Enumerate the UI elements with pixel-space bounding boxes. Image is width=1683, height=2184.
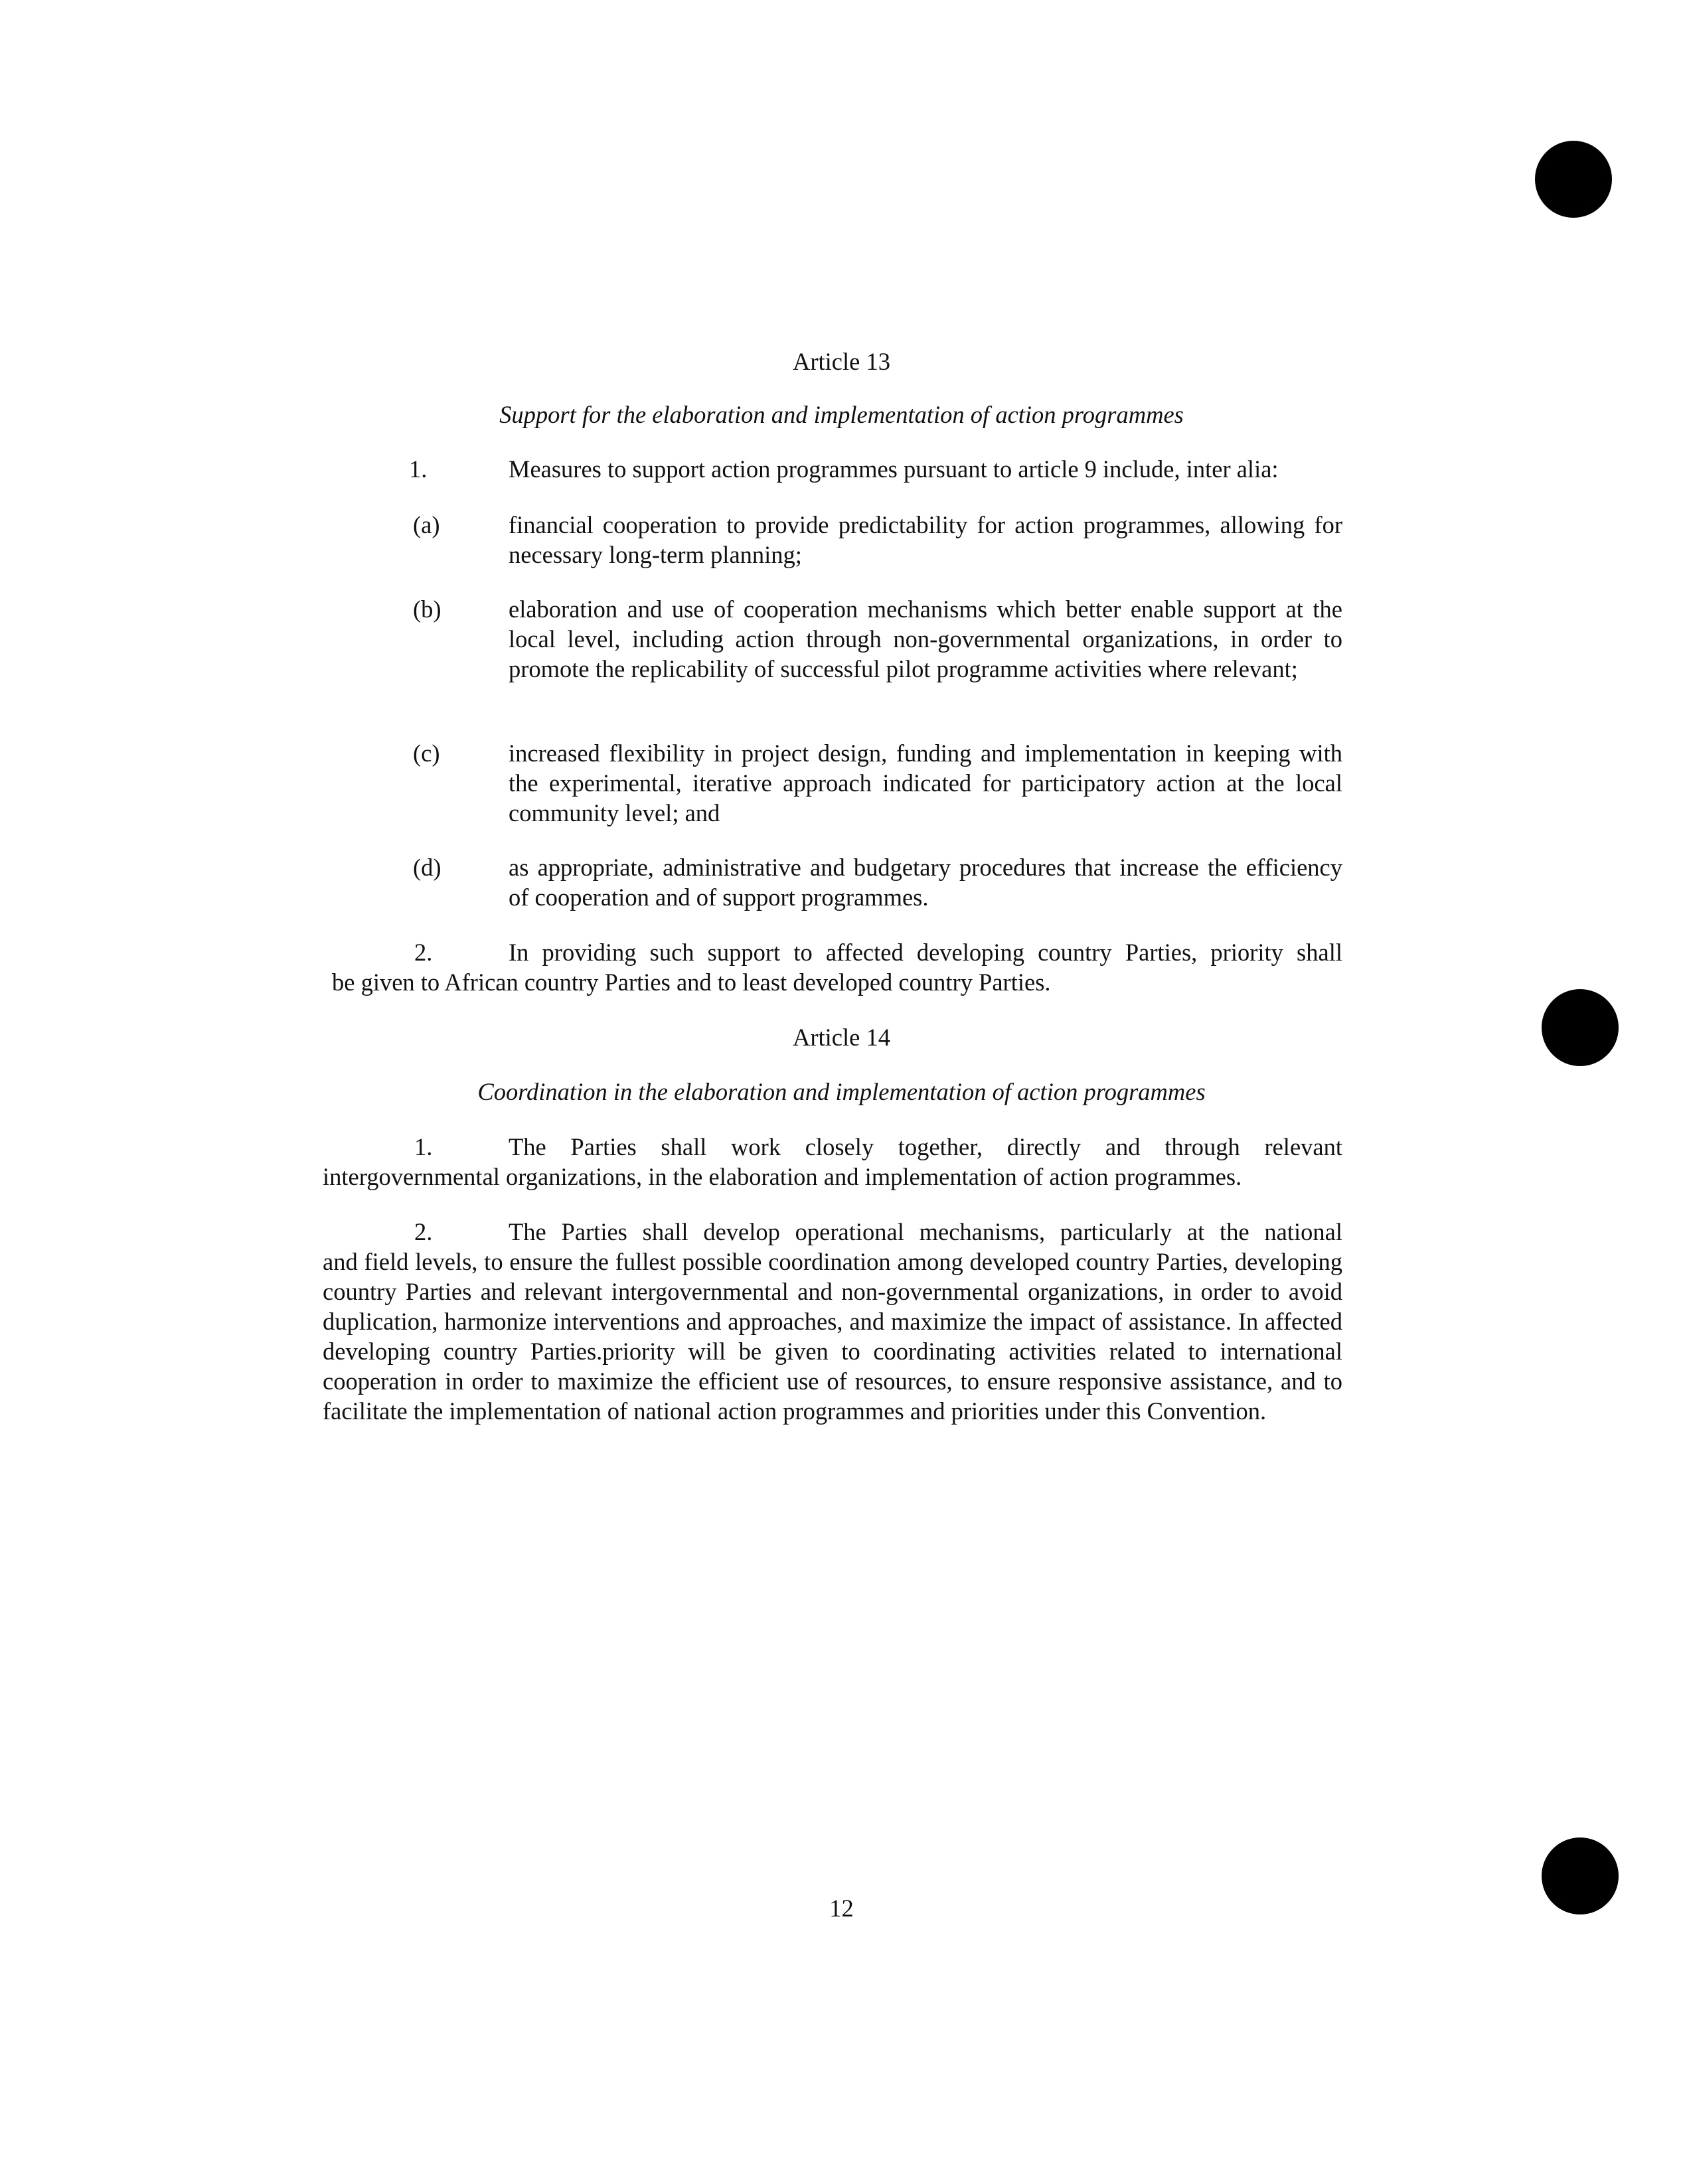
article-13-p1-text: Measures to support action programmes pursuant to article 9 include, inter alia: [509, 455, 1279, 483]
article-13-subtitle: Support for the elaboration and implementation of action programmes [499, 401, 1184, 428]
article-13-item-b-label: (b) [413, 595, 441, 623]
article-14-p2-line-1: The Parties shall develop operational mechanisms, particularly at the national [509, 1218, 1342, 1245]
page-number: 12 [829, 1895, 854, 1922]
article-14-subtitle: Coordination in the elaboration and implementation of action programmes [477, 1078, 1206, 1105]
article-13-item-d-label: (d) [413, 854, 441, 881]
article-13-item-c-text: increased flexibility in project design, funding and implementation in keeping with the experimental, iterative approach indicated for participatory action at the local community level; and [509, 740, 1342, 826]
article-13-item-a-label: (a) [413, 511, 440, 538]
article-13-item-d-text: as appropriate, administrative and budgetary procedures that increase the efficiency of cooperation and of support programmes. [509, 854, 1342, 911]
article-13-p2-line-1: In providing such support to affected developing country Parties, priority shall [509, 939, 1342, 966]
article-14-p1-line-1: The Parties shall work closely together, directly and through relevant [509, 1133, 1342, 1160]
punch-hole-top [1535, 141, 1612, 218]
article-13-item-c-label: (c) [413, 740, 440, 767]
article-14-p2-body: and field levels, to ensure the fullest possible coordination among developed country Parties, developing country Parties and relevant intergovernmental and non-governmental organizations, in order to avoid duplication, harmonize interventions and approaches, and maximize the impact of assistance. In affected developing country Parties.priority will be given to coordinating activities related to international cooperation in order to maximize the efficient use of resources, to ensure responsive assistance, and to facilitate the implementation of national action programmes and priorities under this Convention. [323, 1248, 1342, 1425]
article-13-p2-line-2: be given to African country Parties and to least developed country Parties. [332, 969, 1051, 996]
article-14-p1-line-2: intergovernmental organizations, in the elaboration and implementation of action programmes. [323, 1163, 1242, 1190]
article-13-item-b-text: elaboration and use of cooperation mechanisms which better enable support at the local level, including action through non-governmental organizations, in order to promote the replicability of successful pilot programme activities where relevant; [509, 595, 1342, 682]
article-13-heading: Article 13 [793, 348, 890, 375]
article-13-item-a-text: financial cooperation to provide predictability for action programmes, allowing for necessary long-term planning; [509, 511, 1342, 568]
article-14-heading: Article 14 [793, 1024, 890, 1051]
article-14-p2-number: 2. [414, 1218, 433, 1245]
article-14-p1-number: 1. [414, 1133, 433, 1160]
article-13-p2-number: 2. [414, 939, 433, 966]
article-13-p1-number: 1. [409, 455, 428, 483]
